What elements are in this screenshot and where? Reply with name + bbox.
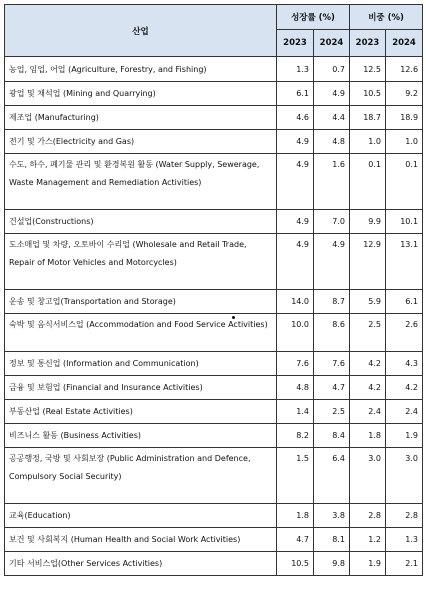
header-share: 비중 (%) [350, 5, 423, 30]
table-row [5, 552, 423, 576]
share-2024-cell: 1.3 [386, 528, 423, 552]
growth-2024-cell: 4.8 [314, 130, 350, 154]
industry-name-cell: 전기 및 가스(Electricity and Gas) [5, 130, 277, 154]
share-2024-cell: 1.0 [386, 130, 423, 154]
share-2023-cell: 2.5 [350, 314, 386, 352]
table-row [5, 504, 423, 528]
share-2023-cell: 18.7 [350, 106, 386, 130]
industry-name-cell: 수도, 하수, 폐기물 관리 및 환경복원 활동 (Water Supply, Sewerage, Waste Management and Remediation Activities) [5, 154, 277, 210]
growth-2023-cell: 4.9 [277, 210, 314, 234]
growth-2024-cell: 2.5 [314, 400, 350, 424]
growth-2023-cell: 4.6 [277, 106, 314, 130]
growth-2023-cell: 1.5 [277, 448, 314, 504]
share-2023-cell: 10.5 [350, 82, 386, 106]
share-2023-cell: 1.8 [350, 424, 386, 448]
growth-2024-cell: 8.1 [314, 528, 350, 552]
industry-name-cell: 보건 및 사회복지 (Human Health and Social Work Activities) [5, 528, 277, 552]
share-2023-cell: 0.1 [350, 154, 386, 210]
header-row-top [5, 5, 423, 30]
growth-2024-cell: 0.7 [314, 57, 350, 82]
header-year: 2023 [350, 30, 386, 57]
industry-name-cell: 농업, 임업, 어업 (Agriculture, Forestry, and Fishing) [5, 57, 277, 82]
share-2024-cell: 18.9 [386, 106, 423, 130]
share-2023-cell: 12.9 [350, 234, 386, 290]
share-2023-cell: 3.0 [350, 448, 386, 504]
table-row [5, 400, 423, 424]
share-2024-cell: 4.2 [386, 376, 423, 400]
growth-2023-cell: 8.2 [277, 424, 314, 448]
share-2024-cell: 3.0 [386, 448, 423, 504]
share-2024-cell: 2.6 [386, 314, 423, 352]
growth-2024-cell: 8.7 [314, 290, 350, 314]
share-2024-cell: 2.8 [386, 504, 423, 528]
share-2023-cell: 12.5 [350, 57, 386, 82]
growth-2024-cell: 7.0 [314, 210, 350, 234]
growth-2024-cell: 3.8 [314, 504, 350, 528]
share-2024-cell: 0.1 [386, 154, 423, 210]
growth-2023-cell: 1.8 [277, 504, 314, 528]
table-row [5, 210, 423, 234]
header-growth-rate: 성장률 (%) [277, 5, 350, 30]
stray-dot [232, 316, 235, 319]
growth-2023-cell: 14.0 [277, 290, 314, 314]
share-2023-cell: 1.9 [350, 552, 386, 576]
industry-name-cell: 숙박 및 음식서비스업 (Accommodation and Food Service Activities) [5, 314, 277, 352]
header-year: 2023 [277, 30, 314, 57]
share-2024-cell: 9.2 [386, 82, 423, 106]
growth-2023-cell: 1.3 [277, 57, 314, 82]
table-row [5, 352, 423, 376]
table-row [5, 376, 423, 400]
growth-2023-cell: 10.0 [277, 314, 314, 352]
industry-name-cell: 교육(Education) [5, 504, 277, 528]
growth-2024-cell: 8.4 [314, 424, 350, 448]
share-2024-cell: 6.1 [386, 290, 423, 314]
growth-2024-cell: 8.6 [314, 314, 350, 352]
growth-2024-cell: 4.7 [314, 376, 350, 400]
share-2023-cell: 1.2 [350, 528, 386, 552]
table-row [5, 57, 423, 82]
table-row [5, 130, 423, 154]
header-industry: 산업 [5, 5, 277, 57]
header-year: 2024 [386, 30, 423, 57]
table-row [5, 528, 423, 552]
growth-2023-cell: 4.9 [277, 234, 314, 290]
table-row [5, 82, 423, 106]
industry-table-container [4, 4, 422, 576]
industry-growth-table [4, 4, 423, 576]
growth-2024-cell: 7.6 [314, 352, 350, 376]
share-2023-cell: 9.9 [350, 210, 386, 234]
share-2023-cell: 2.8 [350, 504, 386, 528]
growth-2023-cell: 1.4 [277, 400, 314, 424]
table-row [5, 106, 423, 130]
growth-2023-cell: 10.5 [277, 552, 314, 576]
share-2024-cell: 2.4 [386, 400, 423, 424]
growth-2023-cell: 7.6 [277, 352, 314, 376]
growth-2024-cell: 4.9 [314, 82, 350, 106]
share-2023-cell: 1.0 [350, 130, 386, 154]
table-row [5, 424, 423, 448]
growth-2023-cell: 6.1 [277, 82, 314, 106]
table-row [5, 314, 423, 352]
industry-name-cell: 도소매업 및 차량, 오토바이 수리업 (Wholesale and Retail Trade, Repair of Motor Vehicles and Motorcycles) [5, 234, 277, 290]
industry-name-cell: 기타 서비스업(Other Services Activities) [5, 552, 277, 576]
share-2023-cell: 4.2 [350, 376, 386, 400]
industry-name-cell: 제조업 (Manufacturing) [5, 106, 277, 130]
industry-name-cell: 부동산업 (Real Estate Activities) [5, 400, 277, 424]
table-body [5, 57, 423, 576]
growth-2024-cell: 9.8 [314, 552, 350, 576]
growth-2024-cell: 6.4 [314, 448, 350, 504]
growth-2023-cell: 4.7 [277, 528, 314, 552]
share-2024-cell: 12.6 [386, 57, 423, 82]
industry-name-cell: 공공행정, 국방 및 사회보장 (Public Administration and Defence, Compulsory Social Security) [5, 448, 277, 504]
growth-2023-cell: 4.9 [277, 130, 314, 154]
share-2024-cell: 1.9 [386, 424, 423, 448]
industry-name-cell: 금융 및 보험업 (Financial and Insurance Activities) [5, 376, 277, 400]
growth-2024-cell: 4.9 [314, 234, 350, 290]
header-year: 2024 [314, 30, 350, 57]
industry-name-cell: 건설업(Constructions) [5, 210, 277, 234]
share-2023-cell: 2.4 [350, 400, 386, 424]
table-row [5, 290, 423, 314]
growth-2023-cell: 4.8 [277, 376, 314, 400]
share-2024-cell: 2.1 [386, 552, 423, 576]
growth-2023-cell: 4.9 [277, 154, 314, 210]
industry-name-cell: 비즈니스 활동 (Business Activities) [5, 424, 277, 448]
share-2023-cell: 4.2 [350, 352, 386, 376]
growth-2024-cell: 4.4 [314, 106, 350, 130]
table-row [5, 234, 423, 290]
growth-2024-cell: 1.6 [314, 154, 350, 210]
share-2024-cell: 4.3 [386, 352, 423, 376]
table-row [5, 154, 423, 210]
share-2024-cell: 13.1 [386, 234, 423, 290]
industry-name-cell: 광업 및 채석업 (Mining and Quarrying) [5, 82, 277, 106]
share-2024-cell: 10.1 [386, 210, 423, 234]
industry-name-cell: 운송 및 창고업(Transportation and Storage) [5, 290, 277, 314]
share-2023-cell: 5.9 [350, 290, 386, 314]
industry-name-cell: 정보 및 통신업 (Information and Communication) [5, 352, 277, 376]
table-row [5, 448, 423, 504]
